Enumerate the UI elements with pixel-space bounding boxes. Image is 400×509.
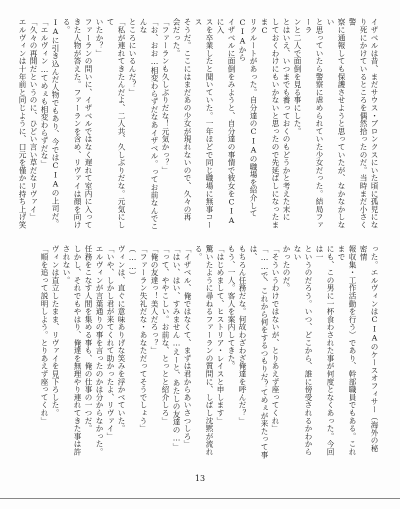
bottom-divider — [0, 498, 400, 499]
upper-text-block: イザベルは昔、まだサウス・ブロンクスにいた頃に孤児にな り死にかけているところを偶然拾ったのだ。当時まだ小さく警 察に通報しても保護させようと思っていたが、なかなかしない と思っていたら警察に虐められていた少女だった。結局ファーラ ンと二人で面倒を見る事にした。 とはいえ、いつまでも養っておくのもどうかと考えた末に しておくわけにもいかないと思ったので先延ばしになったままC リクルートがあった。自分達のCIAの職場を紹介してCIAから イザベルに面倒をみようと、自分達の事情で彼女をCIAに入 スを卒業したと聞いていた。一年ほどで同じ職場に無事コース そうだ。ここにはまだあの少女が現れないので、久々の再 会だった。 「ファーランも久しぶりだな！元気かっ？」 「お、おお…相変わらずだなあイザベル。ってお前なんでこんな ところにいるんだ？」 「私が連れてきたんだよ、二人共、久しぶりだな。元気にして いたか？」 ファーランの問いに、イザベルではなく遅れて室内に入って きた人物が答えた。ファーランを含め、リヴァイは顔を向ける。 IAに引き込んだ人物でもあり、今ではCIAの上司だ。 「エルヴィン…てめぇも相変わらずだな」 「久々の再開だというのに、ひどい言い草だなリヴァイ」 エルヴィンは十年前と同じように、口元を僅かに持ち上げ笑 — [18, 18, 379, 230]
lower-text-block: った。エルヴィンはCIAのケースオフィサー（海外の秘密情 報収集・工作活動を行う）であり、幹部職員でもある。これまで にも、この男に一杯食わされた事が何度となくあった。今回は一 というのだろう。いつ、どこから、誰に傍受されるかわからない かったのだ。 「そういうわけではないが、とりあえず座ってくれ」 「……で、これから何をするつもりだ？てめぇが来たって事は、 もちろん任務だな。何故わざわざ俺達を呼んだ？」 もう、一人。客人を案内してきた。 「はじめまして、ヒストリア・レイスと申します」 驚いたように尋ねるファーランの質問に、しばし沈黙が流れ る。 「イザベル、俺ではなくて、まずは君からあいさつしろ」 「はい、はい、すみません…えーと、あたしの友達の…」 「って、ややこしい。お前な、とっとと紹介しろ」 「俺の友達っ！美人だろっ？」 「ファーラン失礼だな・あなただってそうでしょう」 （……） ヴィンは、直ぐに意味ありげな笑みを浮かべていた。 「いや、しかし君が来てくれて助かったよ、リヴァイ」 エルヴィンが言葉通りの事を言ったのかは分からなかった。 任務をこなす人間を集める事も、俺の仕事の一つだ。 しかし、それでもやはり、俺達を無理やり連れてきた事は許されない。 ヴィンは直立したまま、リヴァイを見下ろした。 「順を追って説明しよう。とりあえず座ってくれ」 — [40, 245, 379, 459]
page-number: 13 — [194, 474, 206, 483]
